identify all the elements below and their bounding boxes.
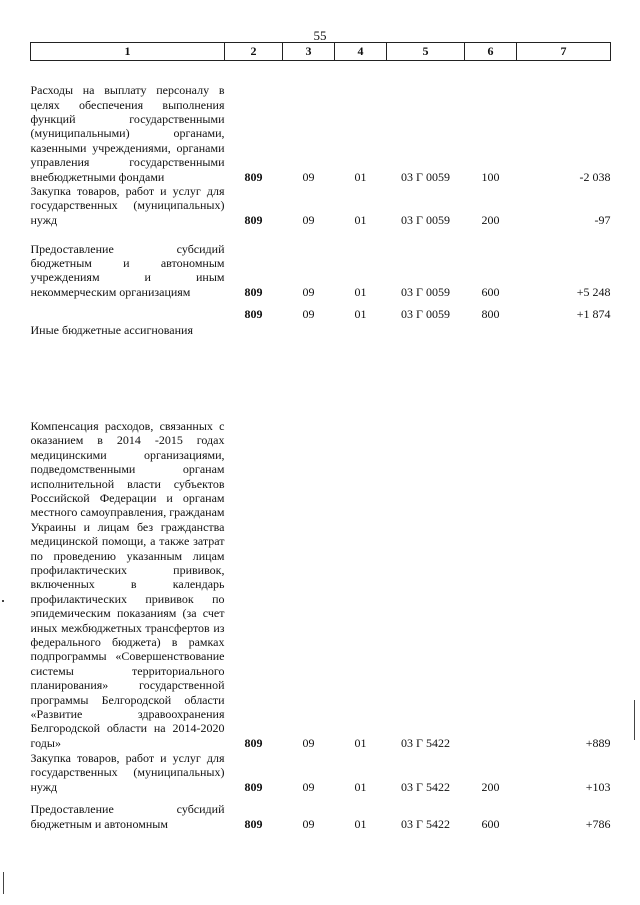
column-header-6: 6 — [465, 43, 517, 61]
row-description: Компенсация расходов, связанных с оказанием в 2014 -2015 годах медицинскими организациями, подведомственными органам исполнительной власти субъектов Российской Федерации и органам местного самоуправления, гражданам Украины и лицам без гражданства медицинской помощи, а также затрат по проведению указанным лицам профилактических прививок, включенных в календарь профилактических прививок по эпидемическим показаниям (за счет иных межбюджетных трансфертов из федерального бюджета) в рамках подпрограммы «Совершенствование системы территориального планирования» государственной программы Белгородской области «Развитие здравоохранения Белгородской области на 2014-2020 годы» — [30, 418, 225, 750]
row-target-article: 03 Г 0059 — [401, 212, 450, 227]
row-section: 09 — [302, 307, 315, 322]
row-section: 09 — [302, 169, 315, 184]
row-description: Закупка товаров, работ и услуг для государственных (муниципальных) нужд — [30, 184, 225, 227]
row-subsection: 01 — [354, 307, 367, 322]
row-expense-type: 200 — [481, 779, 500, 794]
row-amount: +786 — [585, 816, 611, 831]
row-subsection: 01 — [354, 816, 367, 831]
row-description: Предоставление субсидий бюджетным и автономным — [30, 802, 225, 831]
table-row — [31, 337, 611, 750]
column-header-5: 5 — [387, 43, 465, 61]
row-admin-code: 809 — [244, 169, 263, 184]
row-expense-type: 800 — [481, 307, 500, 322]
row-admin-code: 809 — [244, 212, 263, 227]
row-amount: +5 248 — [576, 284, 611, 299]
budget-table — [30, 42, 611, 831]
table-row — [31, 802, 611, 831]
table-row — [31, 184, 611, 227]
row-subsection: 01 — [354, 735, 367, 750]
column-header-3: 3 — [283, 43, 335, 61]
row-target-article: 03 Г 0059 — [401, 169, 450, 184]
table-row — [31, 307, 611, 337]
row-section: 09 — [302, 816, 315, 831]
row-description: Иные бюджетные ассигнования — [30, 322, 193, 337]
row-section: 09 — [302, 735, 315, 750]
table-header — [31, 43, 611, 61]
row-amount: -97 — [594, 212, 611, 227]
table-row — [31, 750, 611, 794]
row-expense-type — [465, 337, 517, 750]
row-expense-type: 600 — [481, 284, 500, 299]
row-expense-type: 100 — [481, 169, 500, 184]
row-section: 09 — [302, 284, 315, 299]
row-section: 09 — [302, 779, 315, 794]
page-number: 55 — [313, 28, 327, 43]
row-description: Закупка товаров, работ и услуг для государственных (муниципальных) нужд — [30, 751, 225, 794]
scan-edge-mark — [3, 872, 4, 894]
row-expense-type: 600 — [481, 816, 500, 831]
row-admin-code: 809 — [244, 307, 263, 322]
table-row — [31, 227, 611, 299]
row-subsection: 01 — [354, 169, 367, 184]
row-section: 09 — [302, 212, 315, 227]
column-header-1: 1 — [31, 43, 225, 61]
row-subsection: 01 — [354, 779, 367, 794]
row-admin-code: 809 — [244, 779, 263, 794]
row-subsection: 01 — [354, 284, 367, 299]
row-target-article: 03 Г 0059 — [401, 284, 450, 299]
scan-edge-mark — [634, 700, 635, 740]
row-admin-code: 809 — [244, 816, 263, 831]
row-amount: +889 — [585, 735, 611, 750]
row-amount: +103 — [585, 779, 611, 794]
row-target-article: 03 Г 5422 — [401, 779, 450, 794]
row-subsection: 01 — [354, 212, 367, 227]
row-target-article: 03 Г 5422 — [401, 816, 450, 831]
column-header-7: 7 — [517, 43, 611, 61]
column-header-2: 2 — [225, 43, 283, 61]
row-target-article: 03 Г 5422 — [401, 735, 450, 750]
row-expense-type: 200 — [481, 212, 500, 227]
scan-edge-mark — [2, 600, 4, 602]
column-header-4: 4 — [335, 43, 387, 61]
table-row — [31, 61, 611, 185]
row-admin-code: 809 — [244, 735, 263, 750]
row-amount: -2 038 — [579, 169, 611, 184]
row-amount: +1 874 — [576, 307, 611, 322]
row-target-article: 03 Г 0059 — [401, 307, 450, 322]
row-description: Предоставление субсидий бюджетным и автономным учреждениям и иным некоммерческим организациям — [30, 241, 225, 299]
row-admin-code: 809 — [244, 284, 263, 299]
row-description: Расходы на выплату персоналу в целях обеспечения выполнения функций государственными (муниципальными) органами, казенными учреждениями, органами управления государственными внебюджетными фондами — [30, 83, 225, 184]
